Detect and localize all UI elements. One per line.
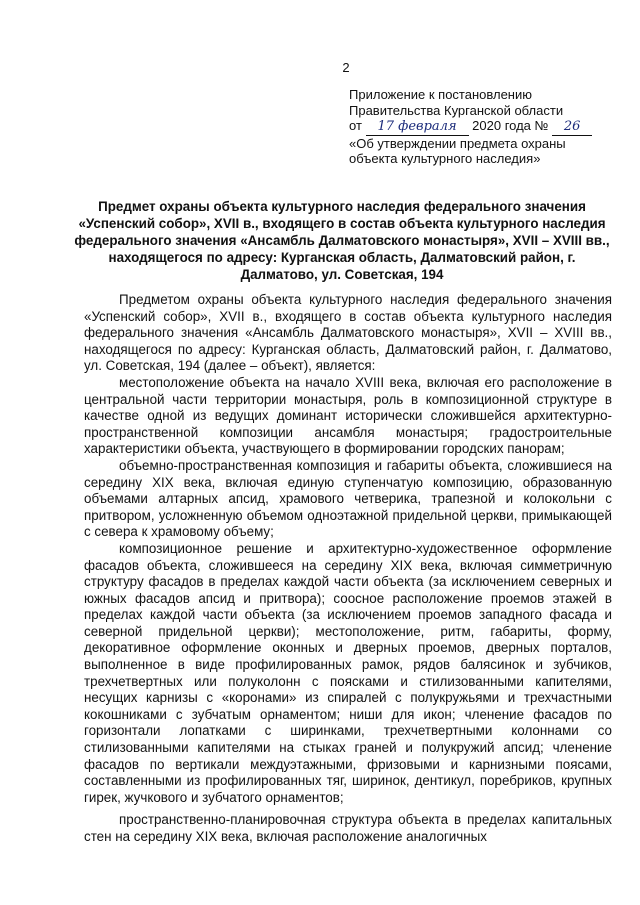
appendix-line-1: Приложение к постановлению — [349, 87, 532, 102]
document-title: Предмет охраны объекта культурного наследия федерального значения «Успенский собор», XVII в., входящего в состав объекта культурного наследия федерального значения «Ансамбль Далматовского монастыря», XVII – XVIII вв., находящегося по адресу: Курганская область, Далматовский район, г. Далматово, ул. Советская, 194 — [74, 199, 610, 282]
appendix-line-5: объекта культурного наследия» — [349, 151, 541, 167]
appendix-line-4: «Об утверждении предмета охраны — [349, 135, 566, 151]
paragraph-volume-composition: объемно-пространственная композиция и габариты объекта, сложившиеся на середину XIX века, включая единую ступенчатую композицию, образованную объемами алтарных апсид, храмового четверика, трапезной и колокольни с притвором, усложненную объемом одноэтажной придельной церкви, примыкающей с севера к храмовому объему; — [84, 457, 612, 540]
page-number: 2 — [342, 60, 350, 75]
appendix-from-prefix: от — [349, 118, 362, 134]
paragraph-intro: Предметом охраны объекта культурного наследия федерального значения «Успенский собор», XVII в., входящего в состав объекта культурного наследия федерального значения «Ансамбль Далматовского монастыря», XVII – XVIII вв., находящегося по адресу: Курганская область, Далматовский район, г. Далматово, ул. Советская, 194 (далее – объект), является: — [84, 292, 612, 374]
paragraph-planning-structure: пространственно-планировочная структура объекта в пределах капитальных стен на середину XIX века, включая расположение аналогичных — [84, 812, 612, 844]
appendix-header — [349, 87, 611, 167]
appendix-line-2: Правительства Курганской области — [349, 102, 564, 118]
appendix-date-line — [349, 118, 611, 136]
paragraph-location: местоположение объекта на начало XVIII века, включая его расположение в центральной части территории монастыря, роль в композиционной структуре в качестве одной из ведущих доминант исторически сложившейся архитектурно-пространственной композиции ансамбля монастыря; градостроительные характеристики объекта, участвующего в формировании городских панорам; — [84, 374, 612, 457]
document-body — [84, 292, 612, 846]
paragraph-facade-decoration: композиционное решение и архитектурно-художественное оформление фасадов объекта, сложившееся на середину XIX века, включая симметричную структуру фасадов в пределах каждой части объекта (за исключением северных и южных фасадов апсид и притвора); соосное расположение проемов этажей в пределах каждой части объекта (за исключением проемов западного фасада и северной придельной церкви); местоположение, ритм, габариты, форму, декоративное оформление оконных и дверных проемов, дверных порталов, выполненное в виде профилированных рамок, рядов балясинок и зубчиков, трехчетвертных или полуколонн с поясками и стилизованными капителями, несущих карнизы с «коронами» из спиралей с полукружьями и трехчастными кокошниками с зубчатым орнаментом; ниши для икон; членение фасадов по горизонтали лопатками с ширинками, трехчетвертными колоннами со стилизованными капителями на стыках граней и полукружий апсид; членение фасадов по вертикали междуэтажными, фризовыми и карнизными поясами, составленными из профилированных тяг, ширинок, дентикул, поребриков, крупных гирек, жучкового и зубчатого орнаментов; — [84, 540, 612, 805]
handwritten-number: 26 — [552, 119, 592, 136]
appendix-year-text: 2020 года № — [472, 118, 549, 134]
handwritten-date: 17 февраля — [366, 119, 469, 136]
